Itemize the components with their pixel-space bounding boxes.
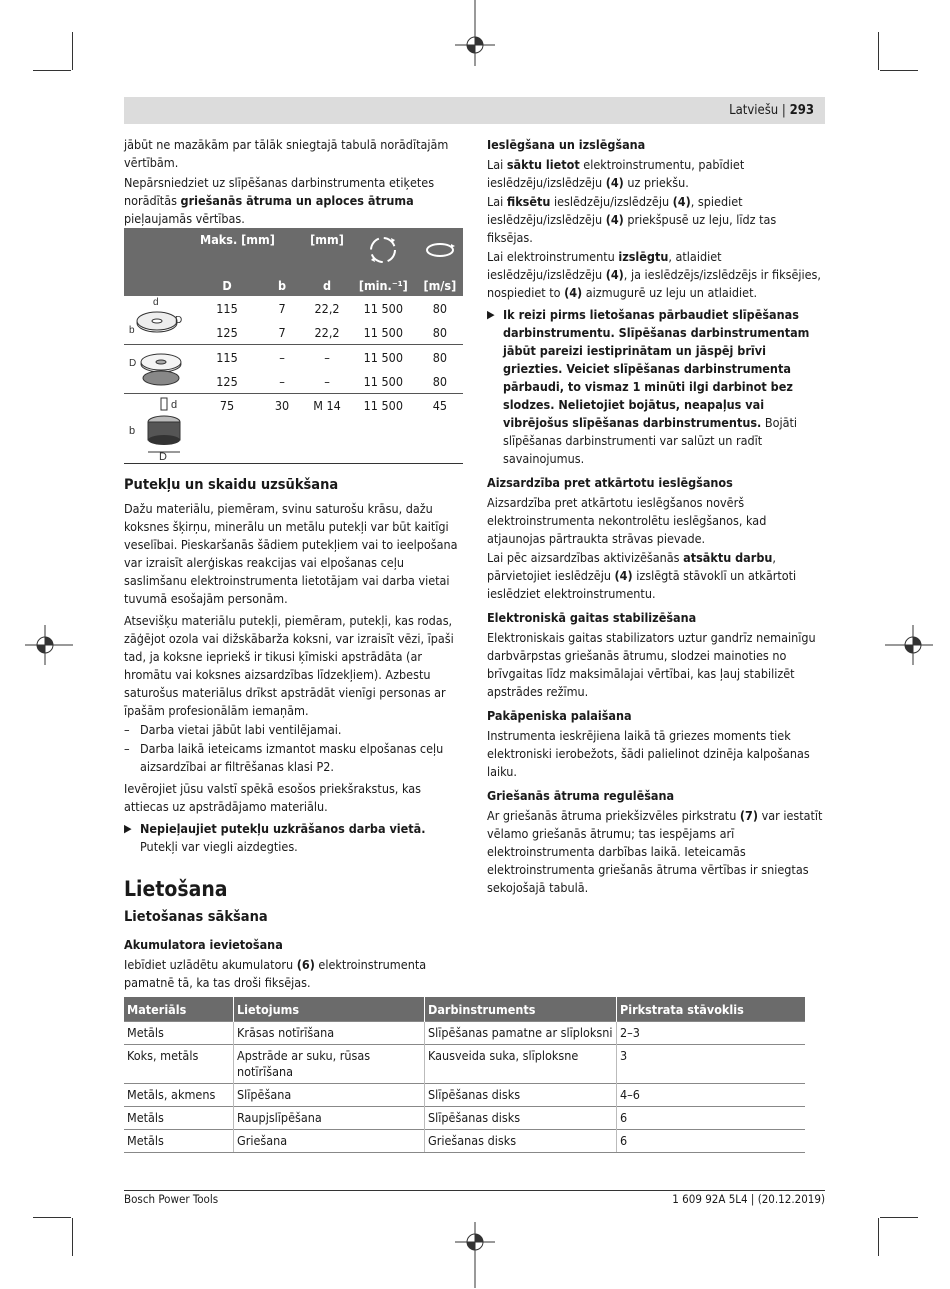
warning-triangle-icon: ▶ [124, 822, 132, 835]
table-row: d b D 75 30 M 14 11 500 45 [124, 394, 463, 464]
application-table-wrap [124, 997, 805, 1153]
table-row: 125 7 22,2 11 500 80 [216, 324, 447, 340]
spec-head-max: Maks. [mm] [194, 228, 304, 274]
chapter-title: Lietošana [124, 877, 228, 901]
paragraph: Lai elektroinstrumentu izslēgtu, atlaidiet ieslēdzēju/izslēdzēju (4), ja ieslēdzējs/izslēdzējs ir fiksējies, nospiediet to (4) aizmugurē uz leju un atlaidiet. [487, 249, 821, 300]
page-header: Latviešu | 293 [729, 103, 814, 118]
paragraph: Iebīdiet uzlādētu akumulatoru (6) elektroinstrumenta pamatnē tā, ka tas droši fiksējas. [124, 957, 427, 990]
header-language: Latviešu [729, 103, 779, 118]
subsection-title: Elektroniskā gaitas stabilizēšana [487, 610, 697, 625]
table-row: d D b 115 7 22,2 11 500 80 [124, 296, 463, 320]
page-number: 293 [789, 103, 814, 118]
table-row: Koks, metāls Apstrāde ar suku, rūsas notīrīšana Kausveida suka, slīploksne 3 [124, 1045, 805, 1084]
table-row: Metāls Raupjslīpēšana Slīpēšanas disks 6 [124, 1107, 805, 1130]
spec-table [124, 228, 463, 463]
list-item: – Darba vietai jābūt labi ventilējamai. [124, 722, 342, 737]
rotation-speed-icon [350, 228, 417, 274]
section-title: Lietošanas sākšana [124, 909, 268, 925]
registration-mark-right [885, 625, 935, 665]
crop-mark [878, 1218, 879, 1256]
footer-right: 1 609 92A 5L4 | (20.12.2019) [672, 1192, 825, 1206]
paragraph: Instrumenta ieskrējiena laikā tā griezes moments tiek elektroniski ierobežots, šādi palielinot dzinēja kalpošanas laiku. [487, 728, 810, 779]
crop-mark [72, 1218, 73, 1256]
subsection-title: Akumulatora ievietošana [124, 937, 283, 952]
diagram-label: b [129, 324, 135, 336]
crop-mark [72, 32, 73, 70]
crop-mark [33, 1217, 71, 1218]
paragraph: Lai pēc aizsardzības aktivizēšanās atsāktu darbu, pārvietojiet ieslēdzēju (4) izslēgtā stāvoklī un atkārtoti ieslēdziet elektroinstrumentu. [487, 550, 797, 601]
registration-mark-left [25, 625, 75, 665]
diagram-label: b [129, 425, 136, 437]
list-item: – Darba laikā ieteicams izmantot masku elpošanas ceļu aizsardzībai ar filtrēšanas klasi P2. [124, 741, 444, 774]
diagram-label: D [159, 451, 167, 460]
app-col-header: Lietojums [234, 997, 425, 1022]
sanding-disc-diagram [124, 345, 194, 394]
footer-left: Bosch Power Tools [124, 1192, 219, 1206]
diagram-label: D [129, 357, 137, 369]
diagram-label: d [153, 296, 159, 308]
app-col-header: Pirkstrata stāvoklis [617, 997, 806, 1022]
diagram-label: d [171, 399, 178, 411]
table-row: Metāls Griešana Griešanas disks 6 [124, 1130, 805, 1153]
paragraph: Atsevišķu materiālu putekļi, piemēram, putekļi, kas rodas, zāģējot ozola vai dižskābarža koksni, var izraisīt vēzi, īpaši tad, ja koksne iepriekš ir tikusi ķīmiski apstrādāta (ar hromātu vai koksnes aizsardzības līdzekļiem). Azbestu saturošus materiālus drīkst apstrādāt vienīgi personas ar īpašām profesionālām iemaņām. [124, 613, 454, 718]
crop-mark [880, 1217, 918, 1218]
grinding-disc-diagram [124, 296, 194, 345]
table-row: Metāls Krāsas notīrīšana Slīpēšanas pamatne ar slīploksni 2–3 [124, 1022, 805, 1045]
registration-mark-bottom [455, 1222, 495, 1289]
app-col-header: Materiāls [124, 997, 234, 1022]
diagram-label: D [175, 314, 183, 326]
spec-col-ms: [m/s] [417, 274, 463, 296]
spec-col-rpm: [min.⁻¹] [350, 274, 417, 296]
intro-paragraph-1: jābūt ne mazākām par tālāk sniegtajā tabulā norādītajām vērtībām. [124, 137, 449, 170]
cup-brush-diagram [124, 394, 194, 464]
subsection-title: Aizsardzība pret atkārtotu ieslēgšanos [487, 475, 733, 490]
table-row: Metāls, akmens Slīpēšana Slīpēšanas disks 4–6 [124, 1084, 805, 1107]
dust-section [124, 458, 463, 993]
paragraph: Lai fiksētu ieslēdzēju/izslēdzēju (4), spiediet ieslēdzēju/izslēdzēju (4) priekšpusē uz leju, līdz tas fiksējas. [487, 194, 777, 245]
spec-col-d: d [304, 274, 350, 296]
paragraph: Aizsardzība pret atkārtotu ieslēgšanos novērš elektroinstrumenta nekontrolētu ieslēgšanos, kad atjaunojas pārtraukta strāvas pievade. [487, 495, 767, 546]
subsection-title: Ieslēgšana un izslēgšana [487, 137, 646, 152]
paragraph: Ievērojiet jūsu valstī spēkā esošos priekšrakstus, kas attiecas uz apstrādājamo materiālu. [124, 781, 421, 814]
table-row: 125 – – 11 500 80 [216, 373, 447, 389]
intro-paragraph-2: Nepārsniedziet uz slīpēšanas darbinstrumenta etiķetes norādītās griešanās ātruma un aploces ātruma pieļaujamās vērtības. [124, 175, 435, 226]
spec-table-wrap [124, 228, 463, 464]
crop-mark [878, 32, 879, 70]
application-table [124, 997, 805, 1153]
footer-divider [124, 1190, 825, 1191]
app-col-header: Darbinstruments [425, 997, 617, 1022]
warning-item: ▶ Ik reizi pirms lietošanas pārbaudiet slīpēšanas darbinstrumentu. Slīpēšanas darbinstrumentam jābūt pareizi iestiprinātam un jāspēj brīvi griezties. Veiciet slīpēšanas darbinstrumenta pārbaudi, to vismaz 1 minūti ilgi darbinot bez slodzes. Nelietojiet bojātus, neapaļus vai vibrējošus slīpēšanas darbinstrumentus. Bojāti slīpēšanas darbinstrumenti var salūzt un radīt savainojumus. [487, 307, 810, 466]
peripheral-speed-icon [417, 228, 463, 274]
warning-triangle-icon: ▶ [487, 308, 495, 321]
spec-col-D: D [194, 274, 260, 296]
registration-mark-top [455, 0, 495, 70]
paragraph: Ar griešanās ātruma priekšizvēles pirkstratu (7) var iestatīt vēlamo griešanās ātrumu; tas iespējams arī elektroinstrumenta darbības laikā. Ieteicamās elektroinstrumenta griešanās ātruma vērtības ir sniegtas sekojošajā tabulā. [487, 808, 823, 895]
warning-item: ▶ Nepieļaujiet putekļu uzkrāšanos darba vietā. Putekļi var viegli aizdegties. [124, 821, 426, 854]
paragraph: Dažu materiālu, piemēram, svinu saturošu krāsu, dažu koksnes šķirņu, minerālu un metālu putekļi var būt kaitīgi veselībai. Pieskaršanās šādiem putekļiem vai to ieelpošana var izraisīt alerģiskas reakcijas vai elpošanas ceļu saslimšanu elektroinstrumenta lietotājam vai darba vietai tuvumā esošajām personām. [124, 501, 458, 606]
crop-mark [33, 70, 71, 71]
paragraph: Elektroniskais gaitas stabilizators uztur gandrīz nemainīgu darbvārpstas griešanās ātrumu, slodzei mainoties no brīvgaitas līdz maksimālajai vērtībai, kas ļauj stabilizēt apstrādes režīmu. [487, 630, 816, 699]
subsection-title: Pakāpeniska palaišana [487, 708, 632, 723]
header-bar [124, 97, 825, 124]
left-column [124, 136, 463, 229]
right-column [487, 134, 825, 898]
table-row: D 115 – – 11 500 80 [124, 345, 463, 370]
crop-mark [880, 70, 918, 71]
spec-head-mm: [mm] [304, 228, 350, 274]
subsection-title: Griešanās ātruma regulēšana [487, 788, 675, 803]
section-title: Putekļu un skaidu uzsūkšana [124, 477, 339, 493]
spec-col-b: b [260, 274, 304, 296]
paragraph: Lai sāktu lietot elektroinstrumentu, pabīdiet ieslēdzēju/izslēdzēju (4) uz priekšu. [487, 157, 745, 190]
